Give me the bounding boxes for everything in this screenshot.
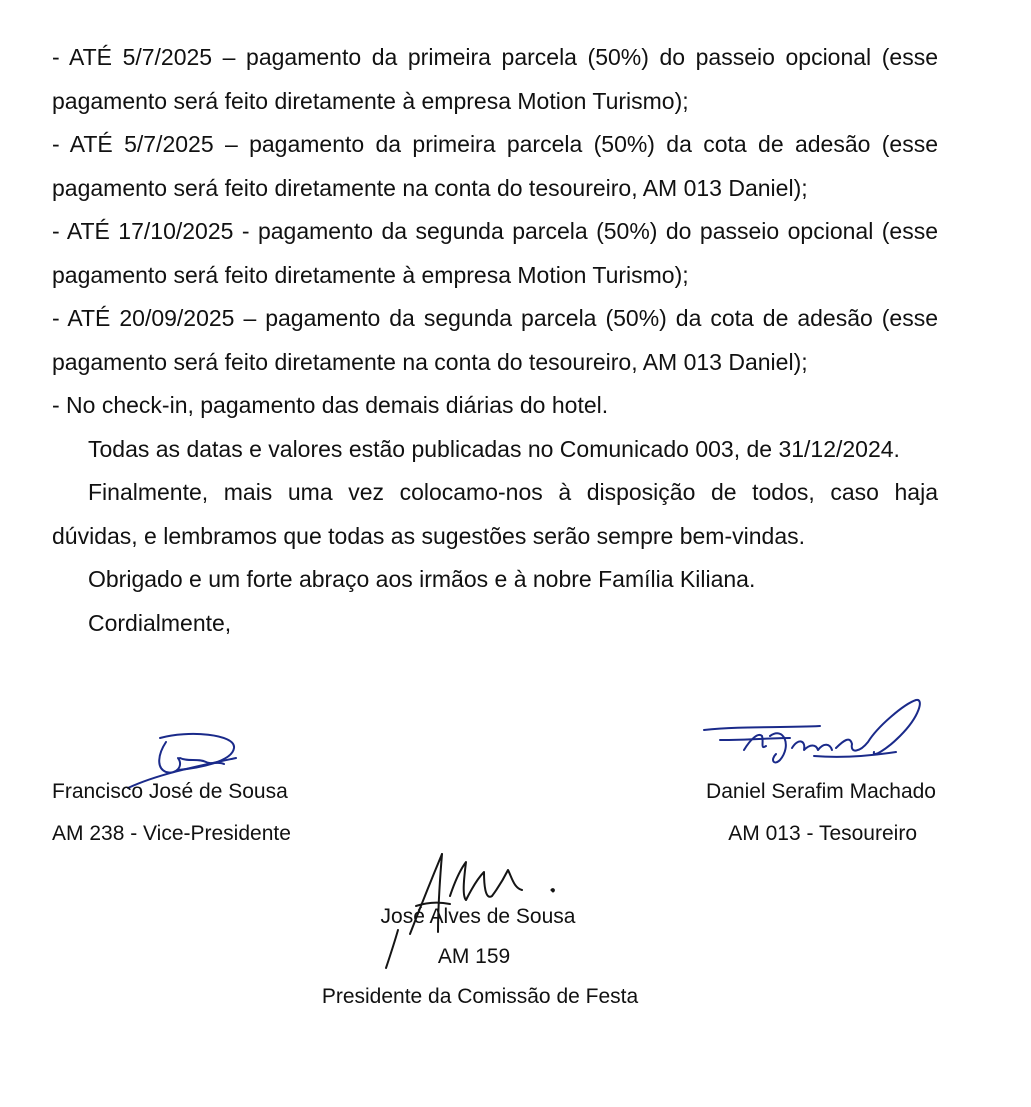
signatory-left-name: Francisco José de Sousa xyxy=(52,780,288,803)
payment-item-4: - ATÉ 20/09/2025 – pagamento da segunda parcela (50%) da cota de adesão (esse pagamento será feito diretamente na conta do tesoureiro, AM 013 Daniel); xyxy=(52,305,938,375)
payment-item-1: - ATÉ 5/7/2025 – pagamento da primeira parcela (50%) do passeio opcional (esse pagamento será feito diretamente à empresa Motion Turismo); xyxy=(52,44,938,114)
salutation: Cordialmente, xyxy=(88,609,232,636)
signatory-center-name: José Alves de Sousa xyxy=(380,905,576,928)
dates-paragraph: Todas as datas e valores estão publicadas no Comunicado 003, de 31/12/2024. xyxy=(88,435,900,462)
payment-item-2: - ATÉ 5/7/2025 – pagamento da primeira parcela (50%) da cota de adesão (esse pagamento será feito diretamente na conta do tesoureiro, AM 013 Daniel); xyxy=(52,131,938,201)
signatory-left-role: AM 238 - Vice-Presidente xyxy=(52,822,291,845)
signatory-right-role: AM 013 - Tesoureiro xyxy=(728,822,917,845)
payment-item-3: - ATÉ 17/10/2025 - pagamento da segunda parcela (50%) do passeio opcional (esse pagamento será feito diretamente à empresa Motion Turismo); xyxy=(52,218,938,288)
letter-body xyxy=(52,36,938,645)
thanks-paragraph: Obrigado e um forte abraço aos irmãos e à nobre Família Kiliana. xyxy=(88,566,756,592)
closing-paragraph: Finalmente, mais uma vez colocamo-nos à disposição de todos, caso haja dúvidas, e lembramos que todas as sugestões serão sempre bem-vindas. xyxy=(52,479,938,549)
signatory-center-id: AM 159 xyxy=(437,945,511,968)
payment-item-5: - No check-in, pagamento das demais diárias do hotel. xyxy=(52,392,609,418)
signature-daniel xyxy=(700,696,930,788)
signatory-right-name: Daniel Serafim Machado xyxy=(706,780,936,803)
signatory-center-role: Presidente da Comissão de Festa xyxy=(321,985,639,1008)
